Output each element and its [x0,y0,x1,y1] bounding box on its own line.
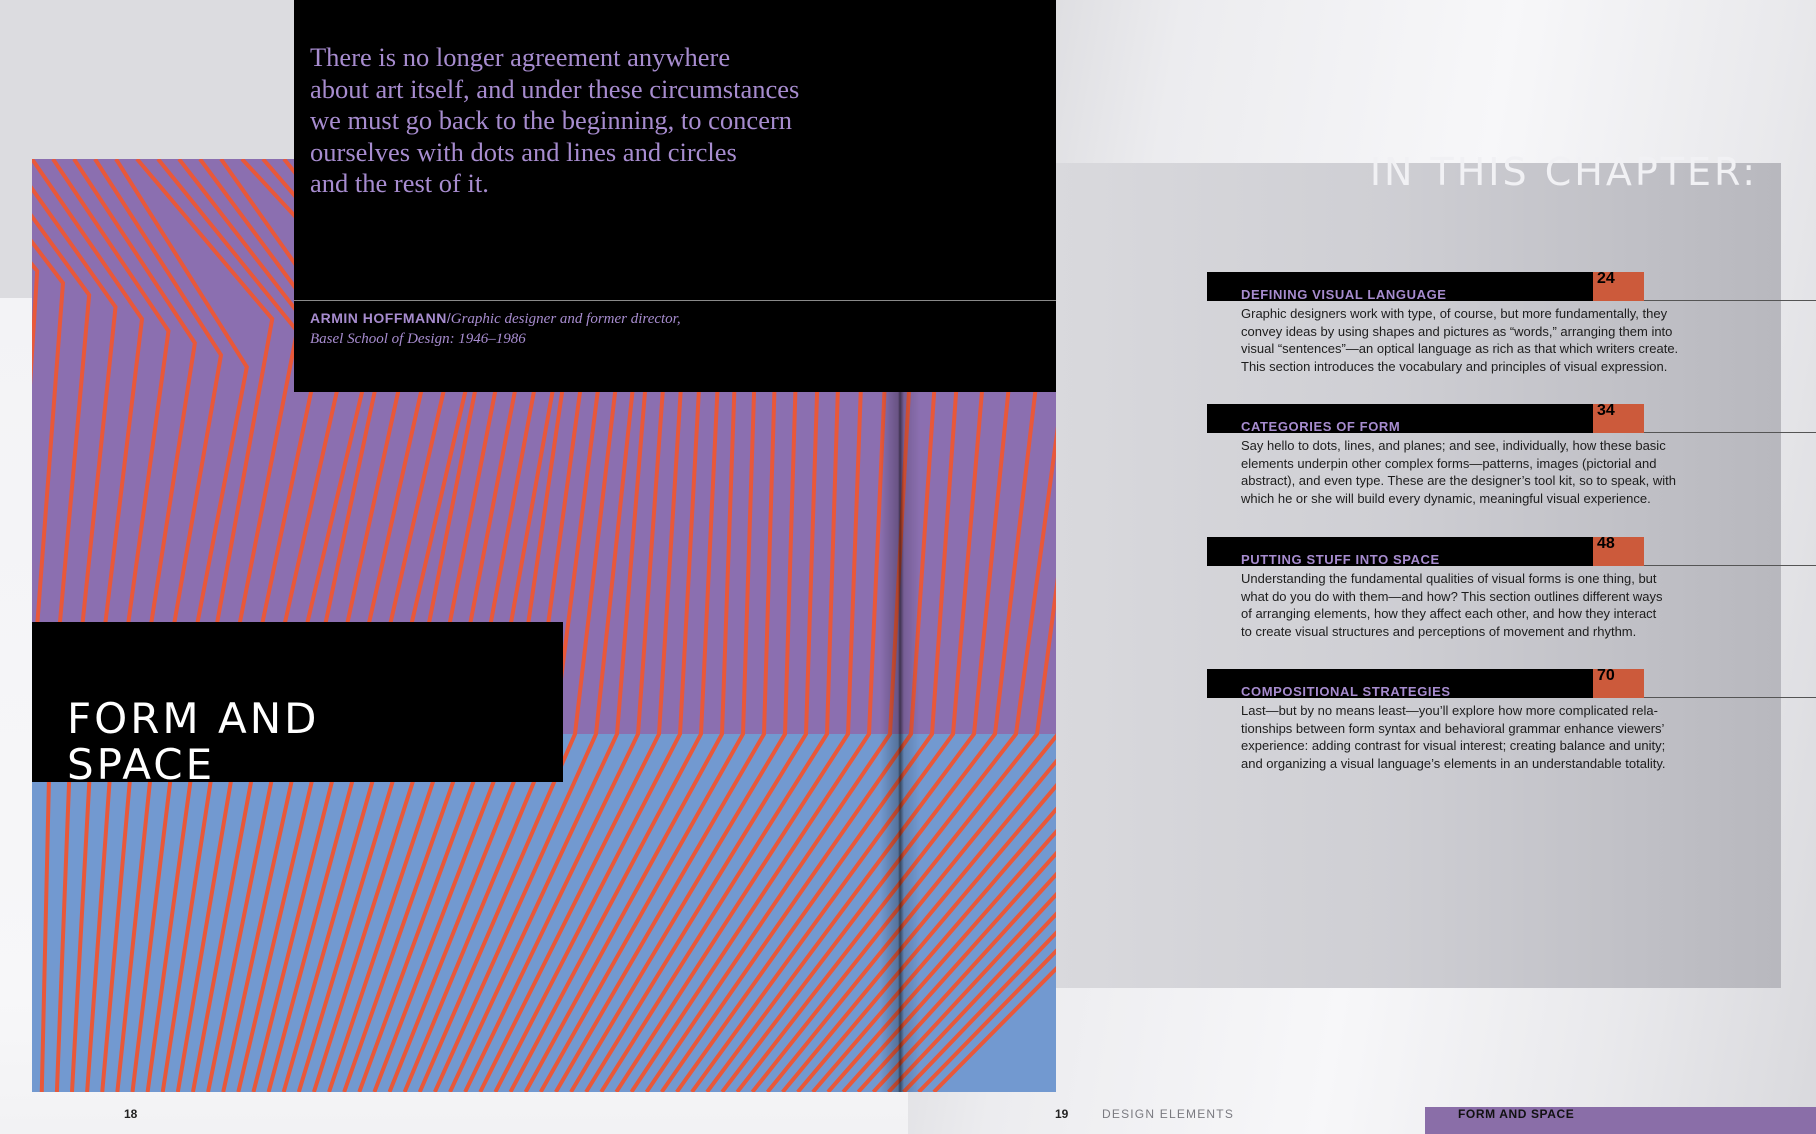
toc-entry-description [1241,702,1711,772]
page-number-left: 18 [124,1107,138,1121]
chapter-title-line1: FORM AND [67,694,320,743]
description-line: to create visual structures and perceptions of movement and rhythm. [1241,623,1637,639]
quote-block [294,0,1056,392]
author-role-line2: Basel School of Design: 1946–1986 [310,331,526,347]
toc-entry[interactable] [1207,537,1816,677]
quote-line: ourselves with dots and lines and circles [310,136,737,167]
running-head-chapter: FORM AND SPACE [1458,1107,1575,1121]
attribution-separator: / [446,310,451,326]
quote-attribution [310,309,850,349]
toc-entry-description [1241,570,1711,640]
quote-author: ARMIN HOFFMANN [310,310,447,326]
toc-entry-title: CATEGORIES OF FORM [1241,419,1401,434]
description-line: Last—but by no means least—you’ll explore how more complicated rela- [1241,703,1658,718]
running-head-tab [1425,1107,1816,1134]
toc-entry[interactable] [1207,669,1816,809]
running-head-section: DESIGN ELEMENTS [1102,1107,1235,1121]
quote-line: we must go back to the beginning, to concern [310,105,793,135]
description-line: of arranging elements, how they affect each other, and how they interact [1241,606,1657,621]
toc-page-number: 70 [1597,667,1615,684]
chapter-title [67,696,547,788]
quote-text [310,42,850,200]
toc-rule [1644,300,1816,301]
quote-line: about art itself, and under these circumstances [310,73,800,104]
quote-line: and the rest of it. [310,168,489,198]
description-line: Graphic designers work with type, of course, but more fundamentally, they [1241,306,1668,321]
chapter-title-block [32,622,563,789]
description-line: tionships between form syntax and behavioral grammar enhance viewers’ [1241,720,1665,736]
description-line: Understanding the fundamental qualities of visual forms is one thing, but [1241,571,1657,586]
toc-page-number: 34 [1597,402,1615,419]
chapter-title-line2: SPACE [67,740,216,789]
description-line: This section introduces the vocabulary and principles of visual expression. [1241,358,1668,374]
description-line: elements underpin other complex forms—patterns, images (pictorial and [1241,455,1657,471]
description-line: convey ideas by using shapes and pictures as “words,” arranging them into [1241,323,1673,339]
toc-entry-description [1241,305,1711,375]
toc-heading: IN THIS CHAPTER: [1369,150,1758,194]
toc-rule [1644,432,1816,433]
description-line: Say hello to dots, lines, and planes; and see, individually, how these basic [1241,438,1666,453]
quote-line: There is no longer agreement anywhere [310,42,731,72]
author-role-line1: Graphic designer and former director, [450,311,681,327]
page-number-right: 19 [1055,1107,1069,1121]
description-line: visual “sentences”—an optical language as rich as that which writers create. [1241,341,1679,356]
toc-page-number: 48 [1597,535,1615,552]
description-line: experience: adding contrast for visual interest; creating balance and unity; [1241,738,1666,753]
description-line: what do you do with them—and how? This section outlines different ways [1241,588,1663,604]
toc-entry-description [1241,437,1711,507]
description-line: and organizing a visual language’s elements in an understandable totality. [1241,755,1666,771]
toc-page-number: 24 [1597,270,1615,287]
toc-entry-title: DEFINING VISUAL LANGUAGE [1241,287,1447,302]
toc-entry-title: PUTTING STUFF INTO SPACE [1241,552,1440,567]
toc-rule [1644,697,1816,698]
description-line: which he or she will build every dynamic, meaningful visual experience. [1241,490,1651,506]
toc-entry[interactable] [1207,272,1816,412]
toc-rule [1644,565,1816,566]
toc-entry-title: COMPOSITIONAL STRATEGIES [1241,684,1451,699]
description-line: abstract), and even type. These are the designer’s tool kit, so to speak, with [1241,473,1677,488]
quote-divider [294,300,1056,301]
toc-entry[interactable] [1207,404,1816,544]
